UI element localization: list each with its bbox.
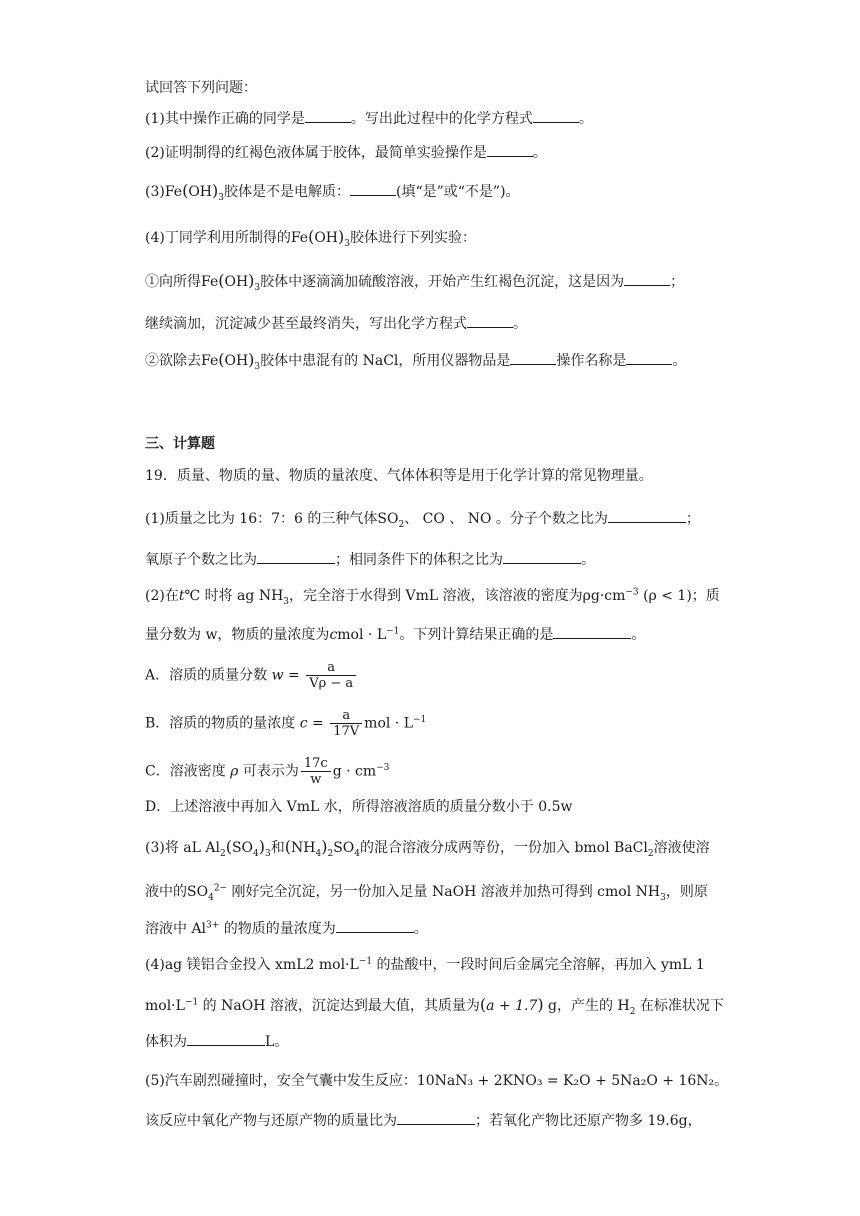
answer-blank[interactable] (257, 549, 335, 564)
q19-part1: (1)质量之比为 16：7：6 的三种气体$SO_2$、 CO 、 NO 。分子个数之比为 ； (145, 508, 700, 529)
answer-blank[interactable] (187, 1031, 265, 1046)
q19-part3: (3)将 aL $Al_2(SO_4)_3$和$(NH_4)_2SO_4$的混合溶液分成两等份，一份加入 bmol BaCl$_2$溶液使溶 (145, 837, 710, 859)
q19-part3-cont: 液中的$SO_4^{2-}$ 刚好完全沉淀，另一份加入足量 NaOH 溶液并加热可得到 cmol $NH_3$，则原 (145, 883, 708, 903)
answer-blank[interactable] (350, 181, 396, 196)
q19-part1-cont: 氧原子个数之比为 ；相同条件下的体积之比为 。 (145, 549, 595, 570)
q18-intro: 试回答下列问题： (145, 80, 257, 96)
answer-blank[interactable] (624, 271, 670, 286)
q19-part4-cont: $mol\cdot L^{-1}$ 的 NaOH 溶液，沉淀达到最大值，其质量为(a + 1.7) g，产生的 $H_2$ 在标准状况下 (145, 995, 724, 1017)
q19-part3-end: 溶液中 $Al^{3+}$ 的物质的量浓度为 。 (145, 918, 428, 939)
fe-oh3-formula: $Fe(OH)_3$ (201, 271, 261, 293)
option-b[interactable]: B．溶质的物质的量浓度 c = $\frac{a}{17V}$ mol · $L^{-1}$ (145, 708, 427, 739)
q18-sub1-cont: 继续滴加，沉淀减少甚至最终消失，写出化学方程式 。 (145, 313, 527, 334)
q18-part3: $(3)Fe(OH)_3$胶体是不是电解质： (填“是”或“不是”)。 (145, 181, 520, 203)
q19-part2: (2)在t℃ 时将 ag $NH_3$，完全溶于水得到 VmL 溶液，该溶液的密度为$\rho g\cdot cm^{-3}$ (ρ < 1)；质 (145, 587, 720, 607)
answer-blank[interactable] (397, 1110, 475, 1125)
answer-blank[interactable] (608, 508, 686, 523)
answer-blank[interactable] (533, 108, 579, 123)
fe-oh3-formula: $Fe(OH)_3$ (201, 350, 261, 372)
option-c[interactable]: C．溶液密度 ρ 可表示为 $\frac{17c}{w}$ $g \cdot cm^{-3}$ (145, 756, 390, 787)
q18-part2: (2)证明制得的红褐色液体属于胶体，最简单实验操作是 。 (145, 142, 547, 163)
answer-blank[interactable] (510, 350, 556, 365)
q19-part4-end: 体积为 L。 (145, 1031, 288, 1052)
q19-part5: (5)汽车剧烈碰撞时，安全气囊中发生反应：10NaN₃ + 2KNO₃ = K₂O + 5Na₂O + 16N₂。 (145, 1073, 729, 1089)
answer-blank[interactable] (553, 624, 631, 639)
fraction: $\frac{a}{V\rho - a}$ (306, 660, 356, 691)
q18-sub2: ②欲除去$Fe(OH)_3$胶体中患混有的 NaCl，所用仪器物品是 操作名称是 。 (145, 350, 687, 372)
option-a[interactable]: A．溶质的质量分数 w = $\frac{a}{V\rho - a}$ (145, 660, 358, 691)
q19-part2-cont: 量分数为 w，物质的量浓度为cmol · $L^{-1}$。下列计算结果正确的是 。 (145, 624, 645, 645)
q18-part4: (4)丁同学利用所制得的$Fe(OH)_3$胶体进行下列实验： (145, 227, 476, 249)
fraction: $\frac{17c}{w}$ (301, 756, 331, 787)
q19-part5-cont: 该反应中氧化产物与还原产物的质量比为 ；若氧化产物比还原产物多 19.6g， (145, 1110, 702, 1131)
option-d[interactable]: D．上述溶液中再加入 VmL 水，所得溶液溶质的质量分数小于 0.5w (145, 799, 573, 815)
section-title: 三、计算题 (145, 436, 215, 452)
answer-blank[interactable] (336, 918, 414, 933)
fe-oh3-formula: $Fe(OH)_3$ (164, 181, 224, 203)
fe-oh3-formula: $Fe(OH)_3$ (290, 227, 350, 249)
answer-blank[interactable] (503, 549, 581, 564)
answer-blank[interactable] (626, 350, 672, 365)
answer-blank[interactable] (467, 313, 513, 328)
fraction: $\frac{a}{17V}$ (330, 708, 362, 739)
q18-sub1: ①向所得$Fe(OH)_3$胶体中逐滴滴加硫酸溶液，开始产生红褐色沉淀，这是因为 ； (145, 271, 685, 293)
q19-stem: 19．质量、物质的量、物质的量浓度、气体体积等是用于化学计算的常见物理量。 (145, 468, 653, 484)
q18-part1: (1)其中操作正确的同学是 。写出此过程中的化学方程式 。 (145, 108, 593, 129)
q19-part4: (4)ag 镁铝合金投入 xmL2 $mol\cdot L^{-1}$ 的盐酸中，一段时间后金属完全溶解，再加入 ymL 1 (145, 956, 705, 973)
answer-blank[interactable] (487, 142, 533, 157)
answer-blank[interactable] (305, 108, 351, 123)
